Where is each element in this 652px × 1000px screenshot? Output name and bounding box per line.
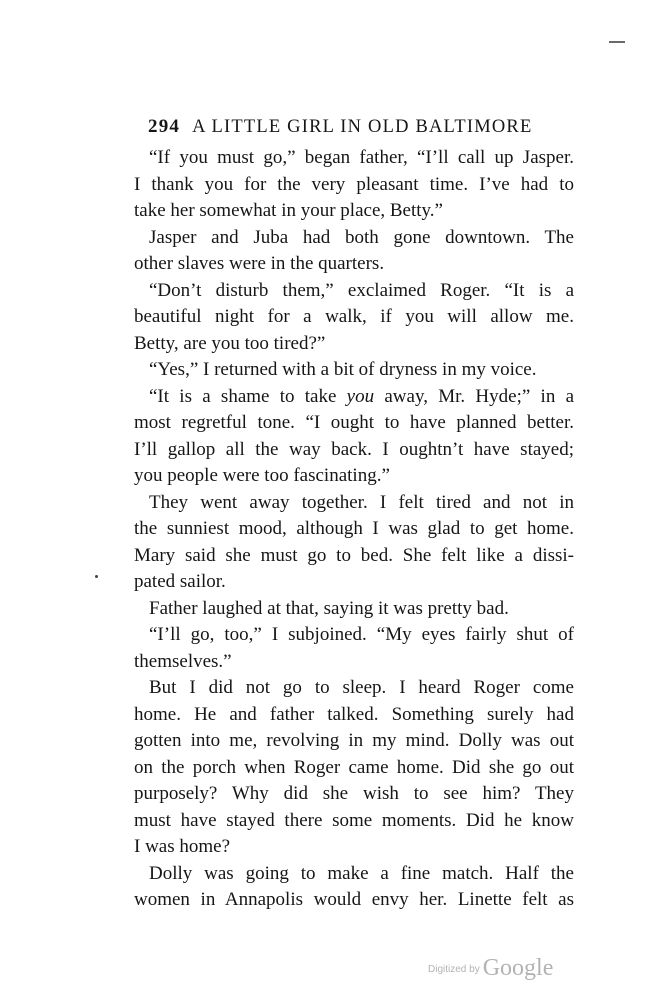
text-line: Father laughed at that, saying it was pretty bad. xyxy=(149,597,509,619)
body-text xyxy=(134,145,574,914)
text-line: But I did not go to sleep. I heard Roger come xyxy=(149,677,574,698)
running-title: A LITTLE GIRL IN OLD BALTIMORE xyxy=(192,117,533,137)
corner-mark xyxy=(609,41,625,43)
text-line: Jasper and Juba had both gone downtown. The xyxy=(149,226,574,248)
text-line: Dolly was going to make a fine match. Half the xyxy=(149,862,574,884)
page-number: 294 xyxy=(148,116,181,137)
text-line: other slaves were in the quarters. xyxy=(134,253,385,274)
digitized-watermark xyxy=(428,955,553,982)
text-line: “Don’t disturb them,” exclaimed Roger. “It is a xyxy=(149,279,574,301)
text-line: women in Annapolis would envy her. Linette felt as xyxy=(134,889,574,910)
text-line: pated sailor. xyxy=(134,571,226,592)
text-line: “It is a shame to take you away, Mr. Hyde;” in a xyxy=(149,385,575,407)
text-line: I was home? xyxy=(134,836,231,857)
text-line: Mary said she must go to bed. She felt like a dissi- xyxy=(134,544,574,566)
text-line: most regretful tone. “I ought to have planned better. xyxy=(134,412,574,433)
text-line: the sunniest mood, although I was glad to get home. xyxy=(134,518,574,539)
stray-dot xyxy=(95,575,98,578)
text-line: “Yes,” I returned with a bit of dryness in my voice. xyxy=(149,359,537,380)
text-line: on the porch when Roger came home. Did she go out xyxy=(134,756,574,778)
watermark-brand: Google xyxy=(482,955,554,981)
text-line: I thank you for the very pleasant time. I’ve had to xyxy=(134,173,574,195)
text-line: home. He and father talked. Something surely had xyxy=(134,703,574,725)
text-line: must have stayed there some moments. Did he know xyxy=(134,809,574,831)
text-line: “I’ll go, too,” I subjoined. “My eyes fairly shut of xyxy=(149,624,574,645)
text-line: gotten into me, revolving in my mind. Dolly was out xyxy=(134,730,574,751)
running-header xyxy=(148,116,532,138)
text-line: themselves.” xyxy=(134,650,232,672)
watermark-prefix: Digitized by xyxy=(428,964,480,975)
text-line: beautiful night for a walk, if you will allow me. xyxy=(134,306,574,327)
text-line: you people were too fascinating.” xyxy=(134,465,390,486)
text-line: Betty, are you too tired?” xyxy=(134,332,326,354)
text-line: They went away together. I felt tired and not in xyxy=(149,491,574,513)
text-line: take her somewhat in your place, Betty.” xyxy=(134,200,443,221)
text-line: purposely? Why did she wish to see him? They xyxy=(134,783,574,804)
text-line: I’ll gallop all the way back. I oughtn’t have stayed; xyxy=(134,438,574,460)
text-line: “If you must go,” began father, “I’ll call up Jasper. xyxy=(149,147,574,168)
